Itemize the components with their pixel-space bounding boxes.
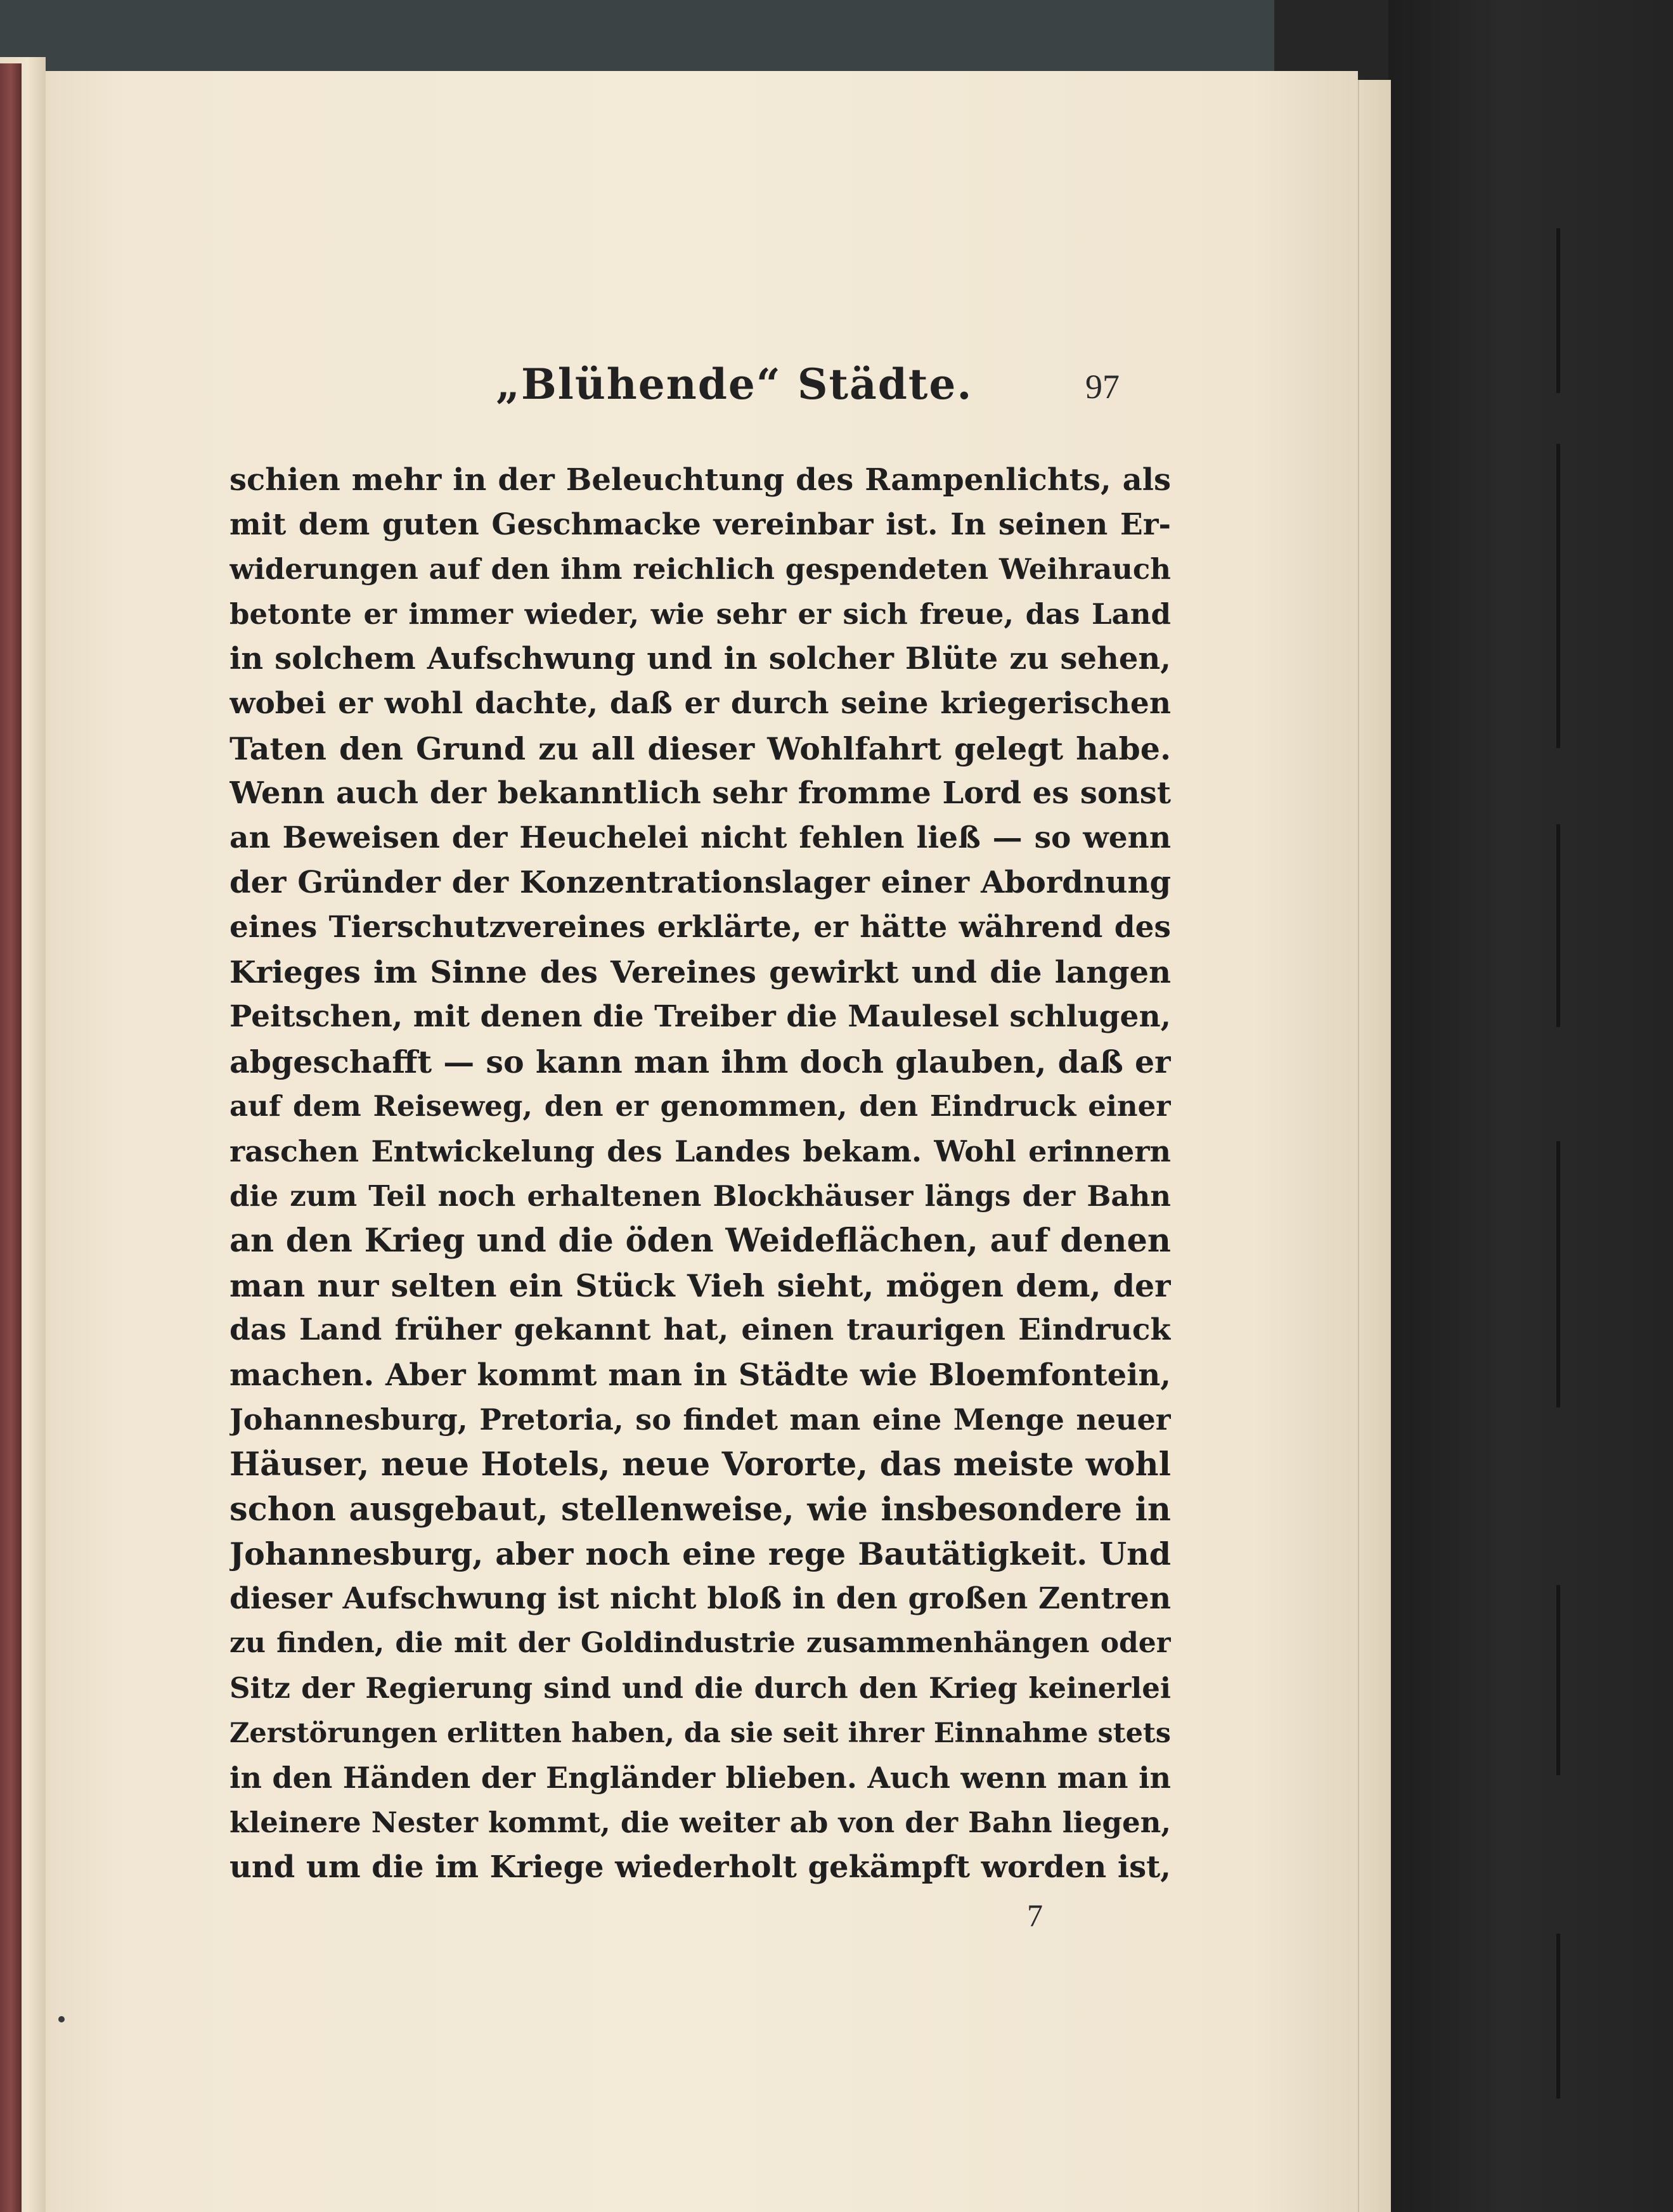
text-line: Sitz der Regierung sind und die durch den Krieg keinerlei — [229, 1671, 1171, 1705]
text-line: widerungen auf den ihm reichlich gespendeten Weihrauch — [229, 552, 1171, 586]
text-line: das Land früher gekannt hat, einen traurigen Eindruck — [229, 1312, 1171, 1348]
running-head — [46, 359, 1358, 423]
text-line: die zum Teil noch erhaltenen Blockhäuser längs der Bahn — [229, 1179, 1171, 1213]
text-line: Johannesburg, aber noch eine rege Bautätigkeit. Und — [229, 1536, 1171, 1573]
text-line: eines Tierschutzvereines erklärte, er hätte während des — [229, 909, 1171, 945]
text-line: betonte er immer wieder, wie sehr er sich freue, das Land — [229, 597, 1171, 631]
text-line: zu finden, die mit der Goldindustrie zusammenhängen oder — [229, 1627, 1171, 1660]
book-spine — [0, 63, 22, 2212]
text-line: Peitschen, mit denen die Treiber die Maulesel schlugen, — [229, 999, 1171, 1035]
text-line: schien mehr in der Beleuchtung des Rampenlichts, als — [229, 462, 1171, 498]
dark-board — [1388, 0, 1673, 2212]
board-seam — [1556, 1141, 1560, 1407]
text-line: Taten den Grund zu all dieser Wohlfahrt gelegt habe. — [229, 730, 1171, 767]
body-text — [229, 458, 1171, 1890]
page-stack-edge — [1358, 80, 1391, 2212]
board-seam — [1556, 1585, 1560, 1775]
text-line: in den Händen der Engländer blieben. Auch wenn man in — [229, 1761, 1171, 1795]
text-line: Johannesburg, Pretoria, so findet man eine Menge neuer — [229, 1402, 1171, 1437]
text-line: schon ausgebaut, stellenweise, wie insbesondere in — [229, 1490, 1171, 1529]
text-line: an den Krieg und die öden Weideflächen, auf denen — [229, 1222, 1171, 1260]
text-line: raschen Entwickelung des Landes bekam. Wohl erinnern — [229, 1134, 1171, 1168]
text-line: Häuser, neue Hotels, neue Vororte, das meiste wohl — [229, 1446, 1171, 1484]
text-line: Wenn auch der bekanntlich sehr fromme Lord es sonst — [229, 775, 1171, 812]
text-line: kleinere Nester kommt, die weiter ab von der Bahn liegen, — [229, 1805, 1171, 1839]
dust-speck — [58, 2016, 65, 2022]
text-line: man nur selten ein Stück Vieh sieht, mögen dem, der — [229, 1267, 1171, 1304]
text-line: Zerstörungen erlitten haben, da sie seit ihrer Einnahme stets — [229, 1717, 1171, 1749]
board-seam — [1556, 824, 1560, 1027]
text-line: in solchem Aufschwung und in solcher Blüte zu sehen, — [229, 641, 1171, 677]
text-line: der Gründer der Konzentrationslager einer Abordnung — [229, 865, 1171, 901]
text-line: abgeschafft — so kann man ihm doch glauben, daß er — [229, 1043, 1171, 1080]
board-seam — [1556, 444, 1560, 748]
text-line: und um die im Kriege wiederholt gekämpft worden ist, — [229, 1849, 1171, 1885]
text-line: an Beweisen der Heuchelei nicht fehlen ließ — so wenn — [229, 820, 1171, 855]
signature-mark: 7 — [1027, 1898, 1043, 1933]
text-line: auf dem Reiseweg, den er genommen, den Eindruck einer — [229, 1089, 1171, 1123]
text-line: Krieges im Sinne des Vereines gewirkt und die langen — [229, 954, 1171, 990]
board-seam — [1556, 1934, 1560, 2099]
text-line: machen. Aber kommt man in Städte wie Bloemfontein, — [229, 1357, 1171, 1393]
book-page — [46, 71, 1358, 2212]
book-cover-edge — [0, 0, 1274, 79]
board-seam — [1556, 228, 1560, 393]
text-line: mit dem guten Geschmacke vereinbar ist. In seinen Er- — [229, 507, 1171, 542]
text-line: wobei er wohl dachte, daß er durch seine kriegerischen — [229, 685, 1171, 721]
page-number: 97 — [1085, 368, 1120, 406]
running-title: „Blühende“ Städte. — [496, 359, 973, 409]
text-line: dieser Aufschwung ist nicht bloß in den großen Zentren — [229, 1581, 1171, 1616]
